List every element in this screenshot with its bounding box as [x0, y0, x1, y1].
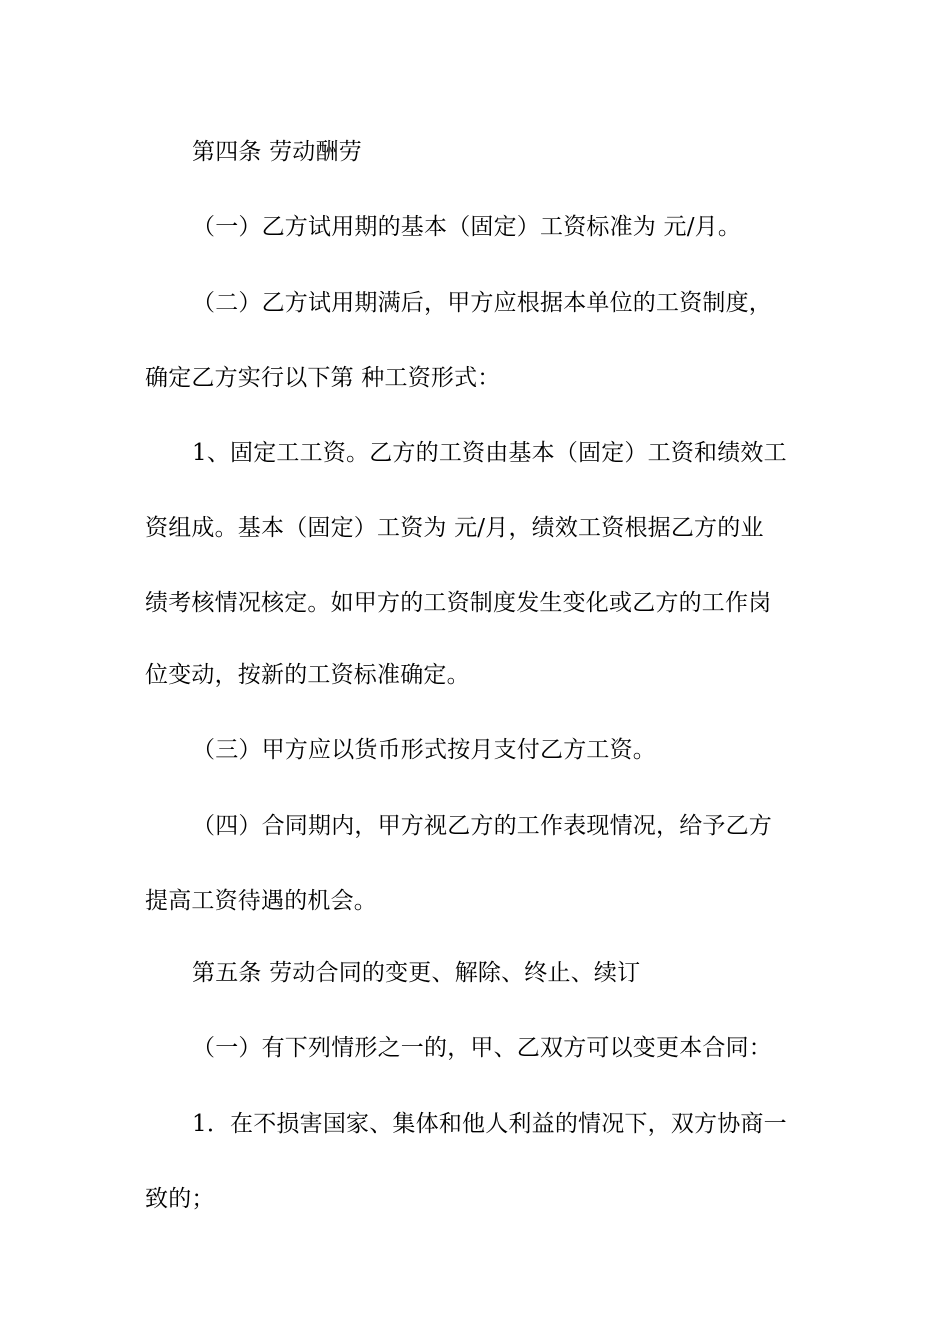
paragraph-line: （一）有下列情形之一的，甲、乙双方可以变更本合同：	[192, 1035, 772, 1061]
paragraph-line: 致的；	[145, 1186, 215, 1212]
article-5-heading: 第五条 劳动合同的变更、解除、终止、续订	[192, 960, 641, 986]
paragraph-line: 提高工资待遇的机会。	[145, 888, 377, 914]
paragraph-line: （一）乙方试用期的基本（固定）工资标准为 元/月。	[192, 214, 742, 240]
paragraph-line: 绩考核情况核定。如甲方的工资制度发生变化或乙方的工作岗	[145, 590, 772, 616]
paragraph-line: 资组成。基本（固定）工资为 元/月，绩效工资根据乙方的业	[145, 515, 764, 541]
paragraph-line: （三）甲方应以货币形式按月支付乙方工资。	[192, 737, 656, 763]
paragraph-line: 位变动，按新的工资标准确定。	[145, 662, 470, 688]
paragraph-line: 确定乙方实行以下第 种工资形式：	[145, 365, 501, 391]
paragraph-line: （四）合同期内，甲方视乙方的工作表现情况，给予乙方	[192, 813, 772, 839]
article-4-heading: 第四条 劳动酬劳	[192, 139, 362, 165]
paragraph-line: 1．在不损害国家、集体和他人利益的情况下，双方协商一	[192, 1111, 787, 1137]
paragraph-line: （二）乙方试用期满后，甲方应根据本单位的工资制度，	[192, 290, 772, 316]
paragraph-line: 1、固定工工资。乙方的工资由基本（固定）工资和绩效工	[192, 440, 787, 466]
